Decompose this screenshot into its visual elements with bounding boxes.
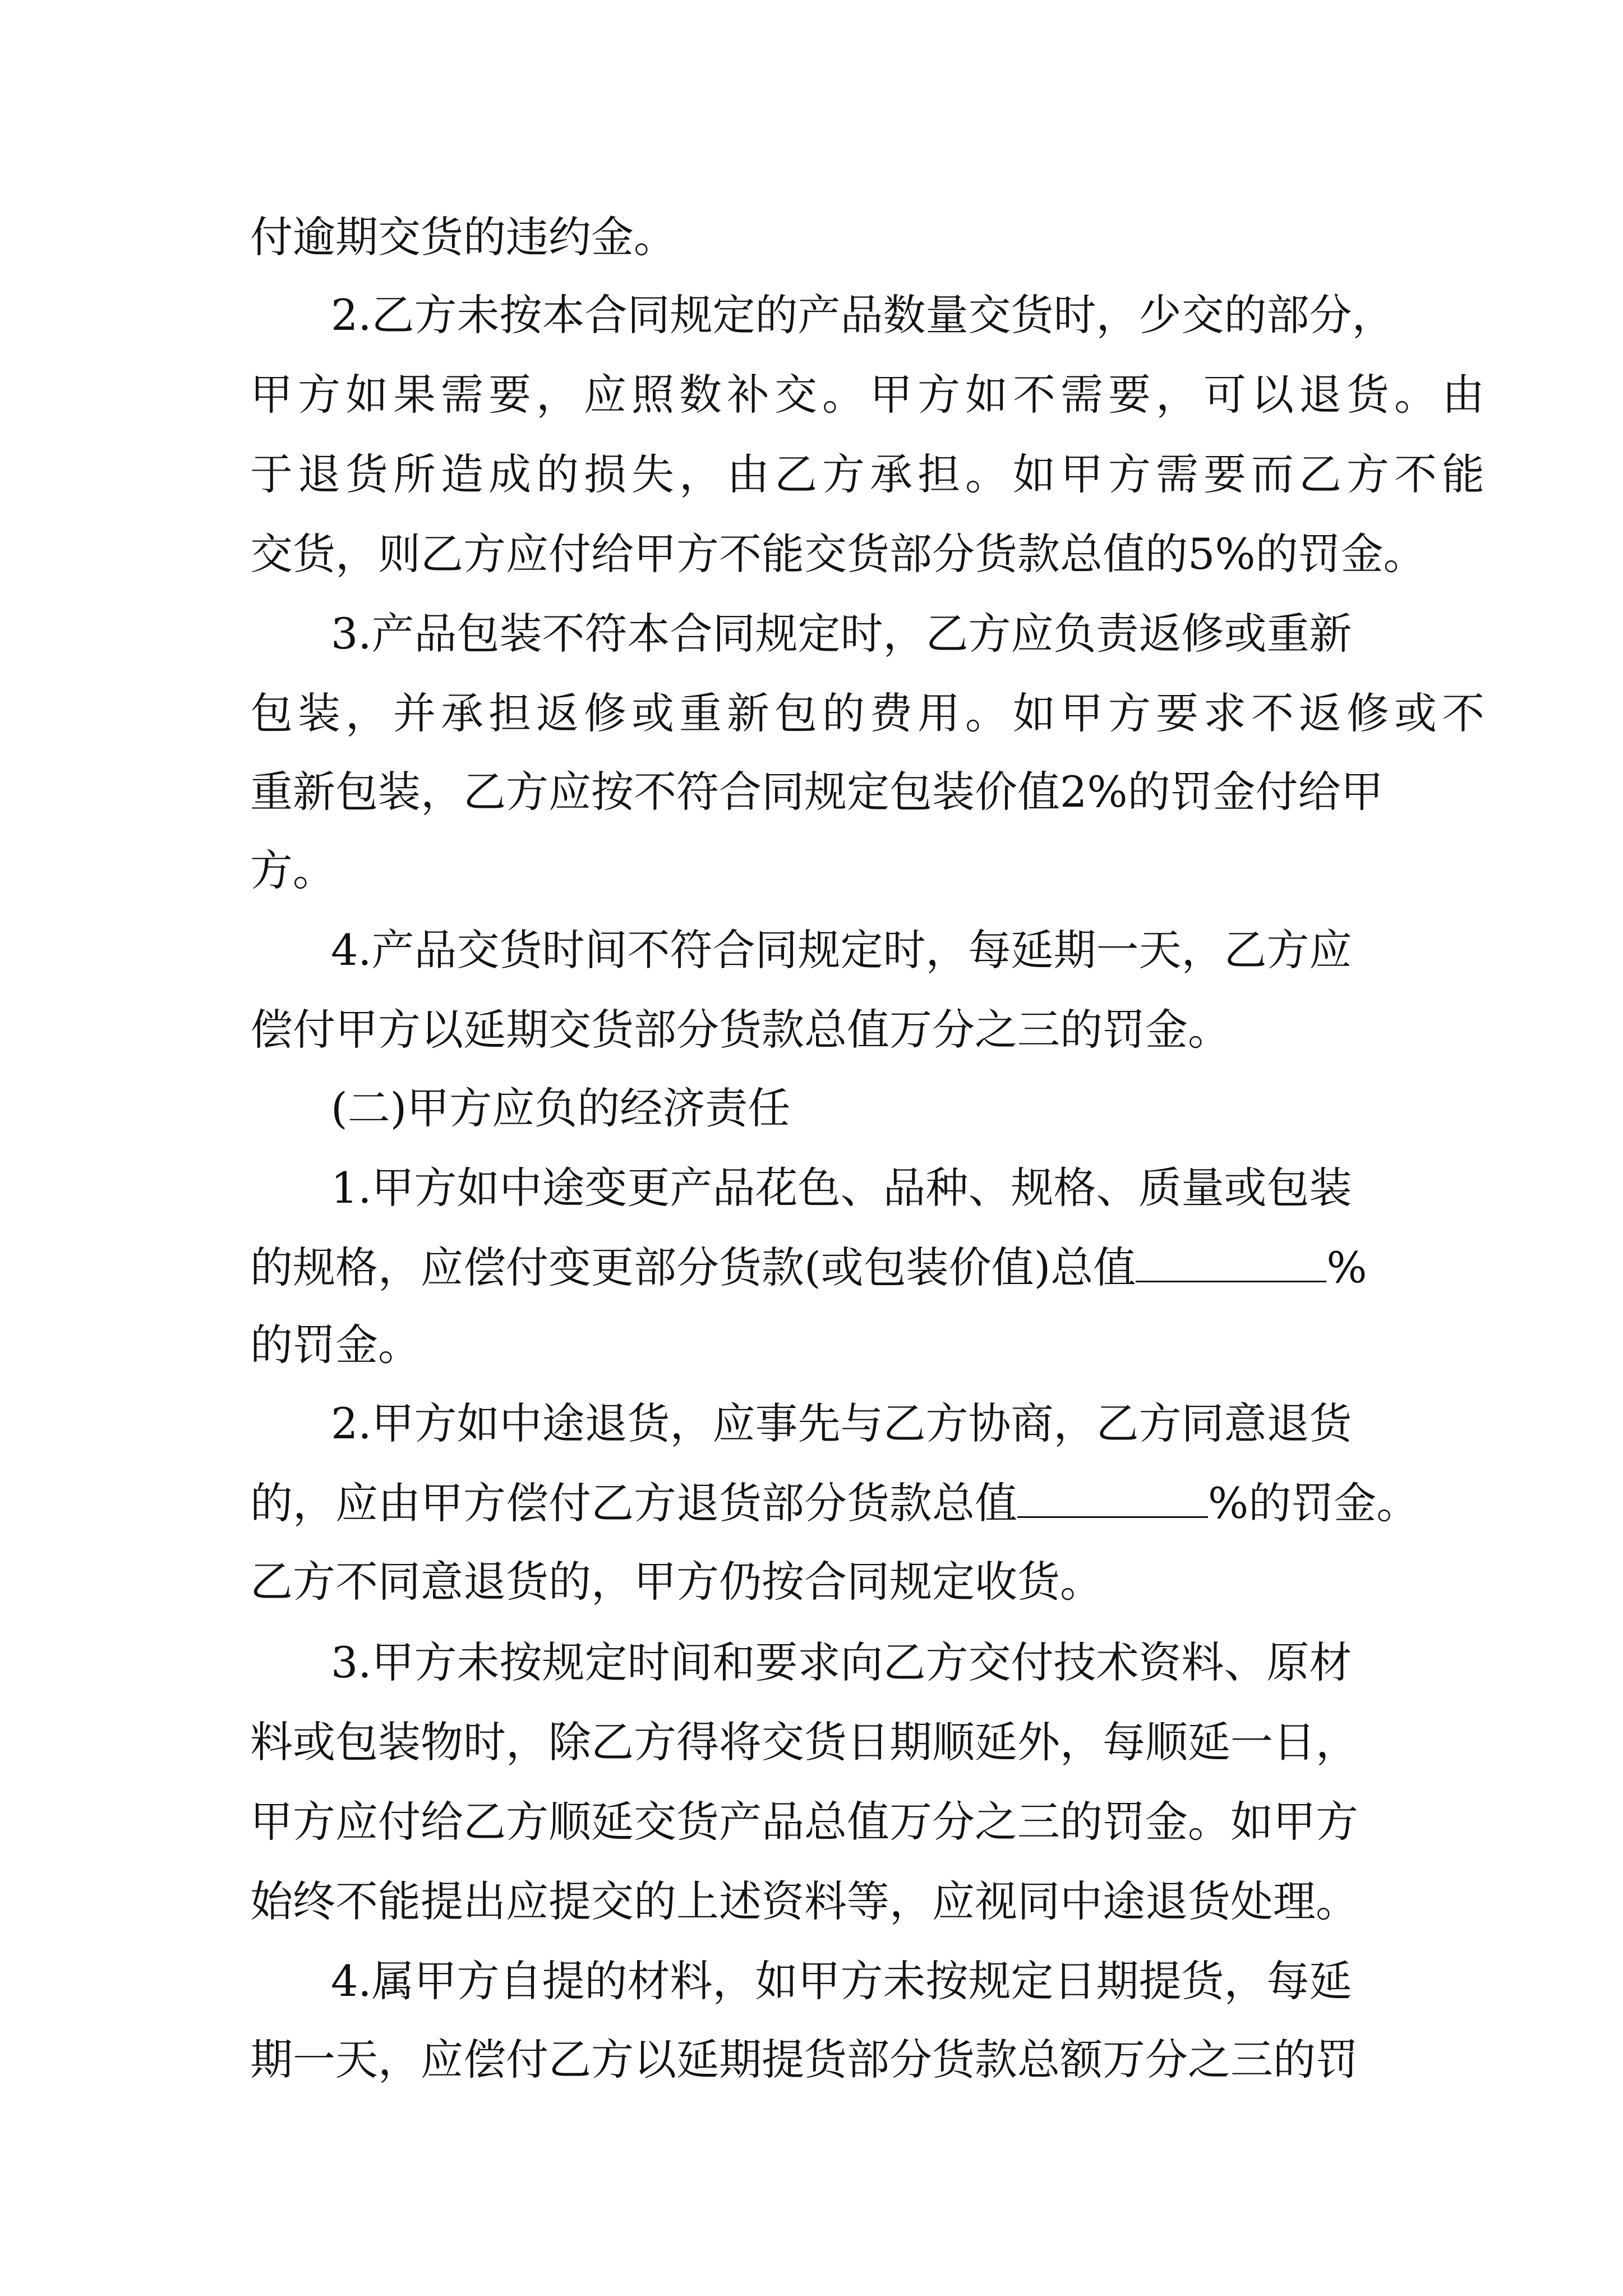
text-line: 交货，则乙方应付给甲方不能交货部分货款总值的5%的罚金。 [250, 529, 1426, 579]
text-line: 2.甲方如中途退货，应事先与乙方协商，乙方同意退货 [331, 1398, 1352, 1448]
text-line: 3.甲方未按规定时间和要求向乙方交付技术资料、原材 [331, 1637, 1352, 1687]
text-line-with-blank [250, 1240, 1367, 1296]
text-line: 的罚金。 [250, 1320, 421, 1370]
text-line: 4.产品交货时间不符合同规定时，每延期一天，乙方应 [331, 925, 1352, 975]
text-line: 料或包装物时，除乙方得将交货日期顺延外，每顺延一日， [250, 1717, 1358, 1767]
text-before-blank: 的规格，应偿付变更部分货款(或包装价值)总值 [250, 1243, 1136, 1292]
text-line: 期一天，应偿付乙方以延期提货部分货款总额万分之三的罚 [250, 2035, 1358, 2085]
text-line: 3.产品包装不符本合同规定时，乙方应负责返修或重新 [331, 609, 1352, 659]
text-line: 于退货所造成的损失，由乙方承担。如甲方需要而乙方不能 [250, 449, 1490, 499]
text-line-with-blank [250, 1475, 1419, 1531]
text-line: 付逾期交货的违约金。 [250, 212, 676, 262]
text-line: 始终不能提出应提交的上述资料等，应视同中途退货处理。 [250, 1876, 1358, 1926]
text-line: 重新包装，乙方应按不符合同规定包装价值2%的罚金付给甲 [250, 767, 1384, 817]
text-after-blank: % [1326, 1243, 1367, 1292]
text-line: 包装，并承担返修或重新包的费用。如甲方要求不返修或不 [250, 688, 1490, 738]
text-before-blank: 的，应由甲方偿付乙方退货部分货款总值 [250, 1478, 1017, 1528]
section-heading: (二)甲方应负的经济责任 [331, 1083, 791, 1133]
fill-in-blank [1136, 1244, 1326, 1282]
text-line: 偿付甲方以延期交货部分货款总值万分之三的罚金。 [250, 1005, 1230, 1055]
text-line: 乙方不同意退货的，甲方仍按合同规定收货。 [250, 1557, 1103, 1607]
text-line: 1.甲方如中途变更产品花色、品种、规格、质量或包装 [331, 1163, 1352, 1213]
text-line: 甲方如果需要，应照数补交。甲方如不需要，可以退货。由 [250, 370, 1490, 420]
text-after-blank: %的罚金。 [1208, 1478, 1419, 1528]
text-line: 甲方应付给乙方顺延交货产品总值万分之三的罚金。如甲方 [250, 1797, 1358, 1847]
text-line: 2.乙方未按本合同规定的产品数量交货时，少交的部分， [331, 290, 1395, 340]
text-line: 方。 [250, 845, 335, 895]
text-line: 4.属甲方自提的材料，如甲方未按规定日期提货，每延 [331, 1956, 1352, 2006]
fill-in-blank [1017, 1479, 1208, 1518]
